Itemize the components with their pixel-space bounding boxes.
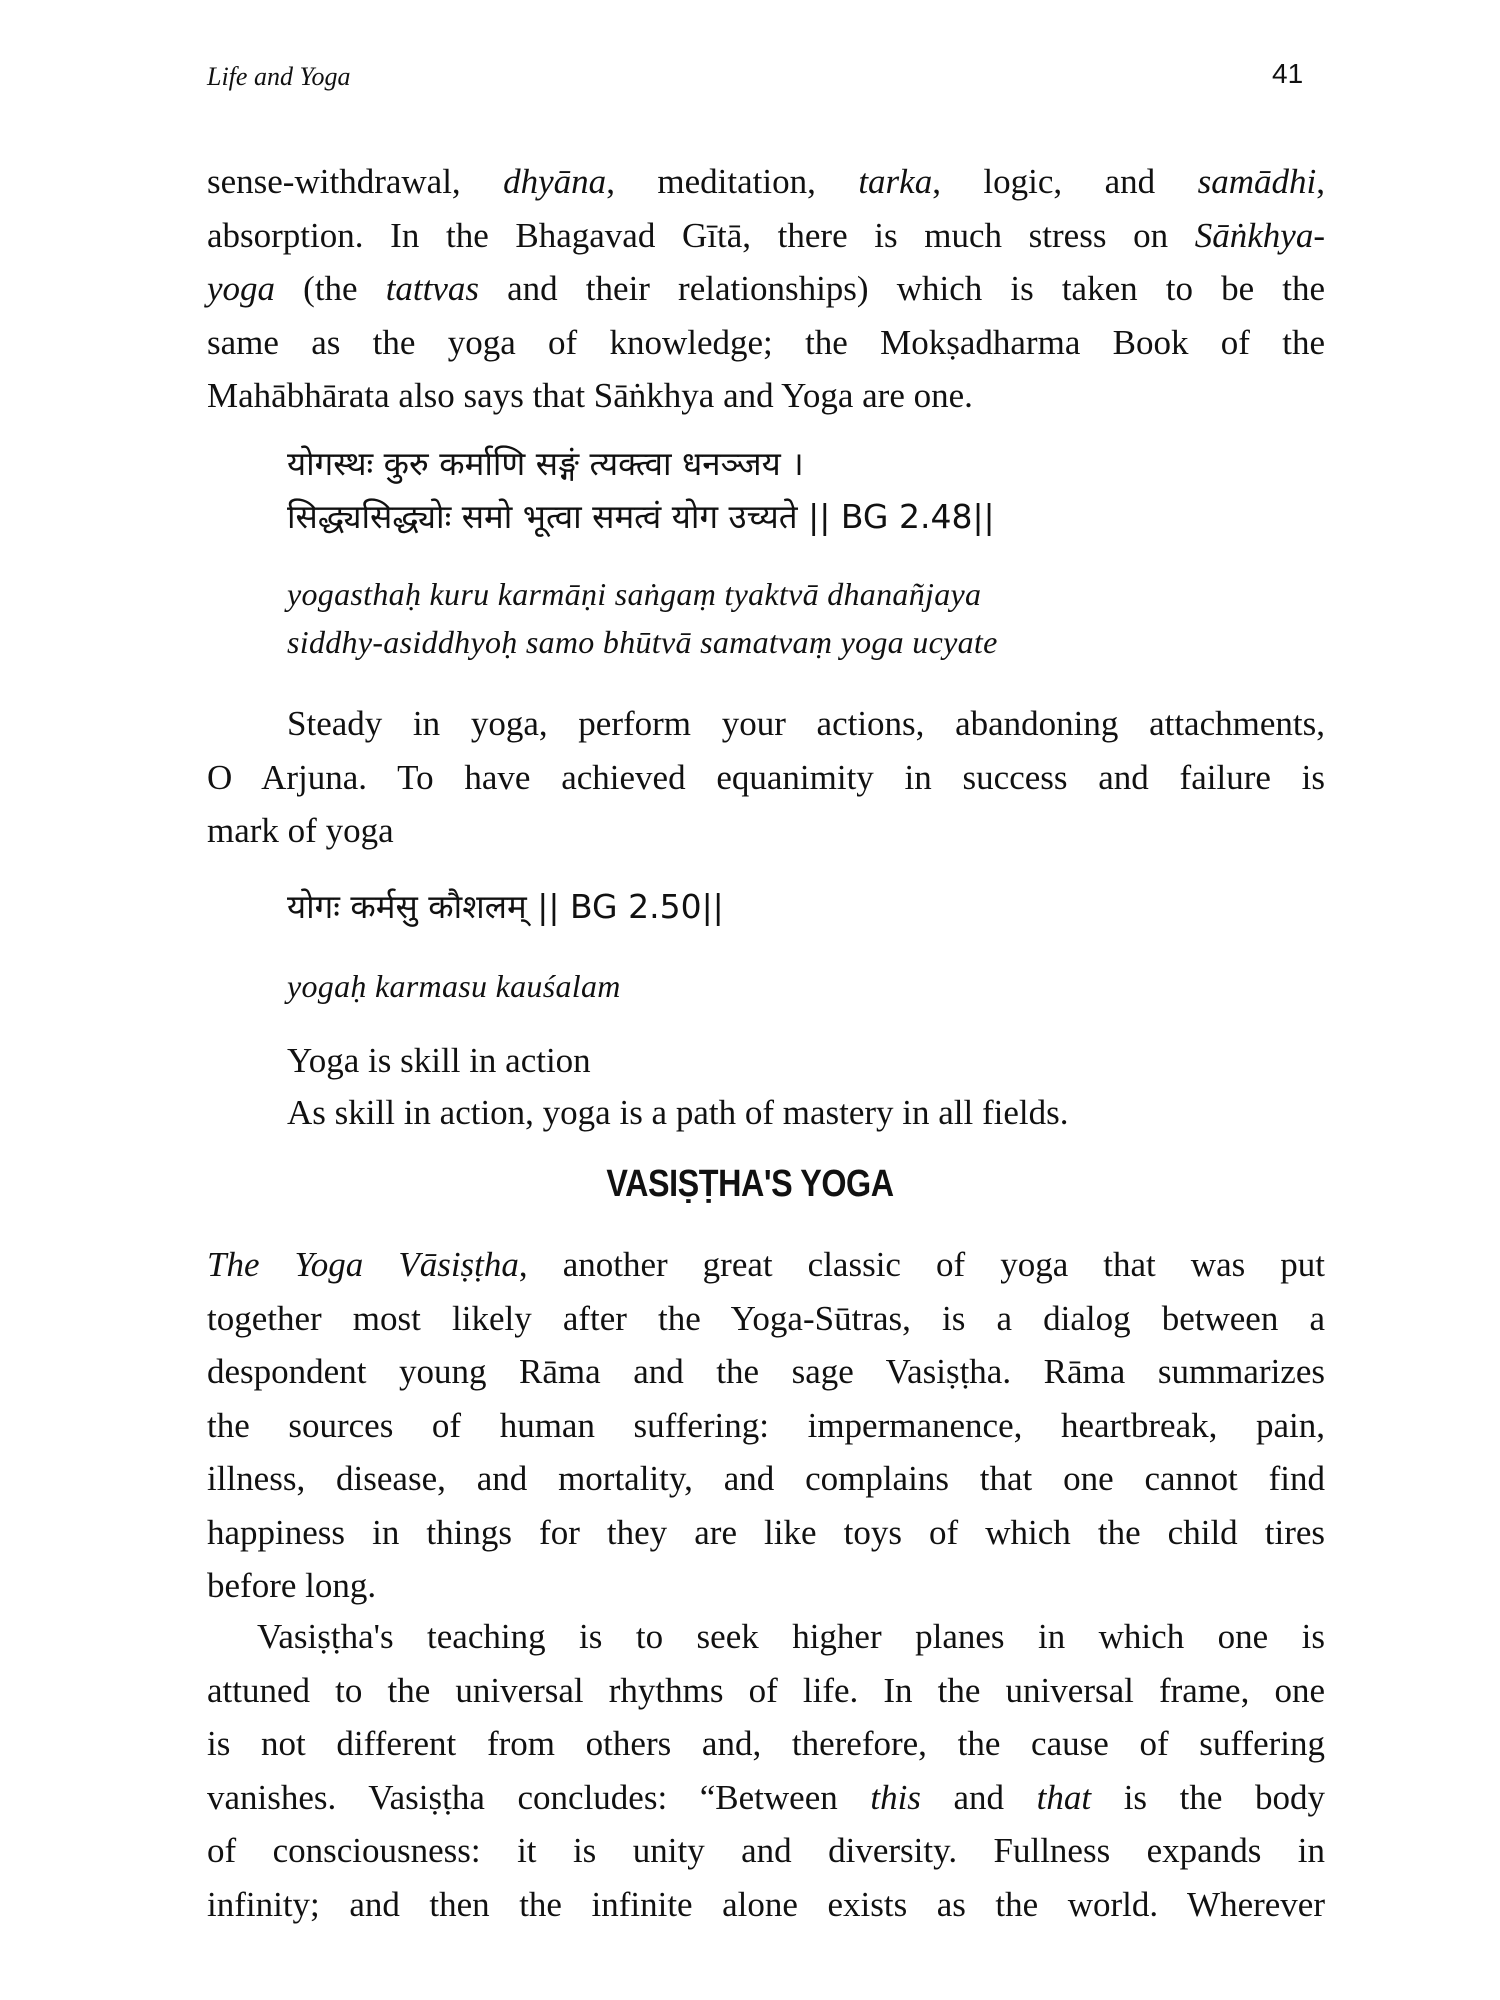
text-line: vanishes. Vasiṣṭha concludes: “Between this and that is the body: [207, 1777, 1325, 1817]
text-line: same as the yoga of knowledge; the Mokṣadharma Book of the: [207, 322, 1325, 362]
text-line: mark of yoga: [207, 811, 394, 850]
text-line: infinity; and then the infinite alone exists as the world. Wherever: [207, 1884, 1325, 1924]
text-line: despondent young Rāma and the sage Vasiṣṭha. Rāma summarizes: [207, 1352, 1325, 1391]
text-line: of consciousness: it is unity and diversity. Fullness expands in: [207, 1831, 1325, 1870]
verse-reference: || BG 2.48||: [797, 497, 995, 536]
text-line: attuned to the universal rhythms of life. In the universal frame, one: [207, 1670, 1325, 1710]
text-line: O Arjuna. To have achieved equanimity in success and failure is: [207, 757, 1325, 797]
paragraph-intro: [207, 155, 1325, 423]
verse-meaning: [287, 1035, 1069, 1139]
devanagari-line: सिद्ध्यसिद्ध्योः समो भूत्वा समत्वं योग उच्यते || BG 2.48||: [287, 497, 995, 536]
transliteration-bg-2-50: [287, 962, 621, 1010]
paragraph-translation: [207, 697, 1325, 858]
transliteration-line: yogaḥ karmasu kauśalam: [287, 968, 621, 1004]
meaning-line: Yoga is skill in action: [287, 1041, 591, 1080]
devanagari-line: योगः कर्मसु कौशलम् || BG 2.50||: [287, 887, 724, 926]
text-line: absorption. In the Bhagavad Gītā, there is much stress on Sāṅkhya-: [207, 215, 1325, 255]
sanskrit-verse-bg-2-48: [287, 437, 995, 543]
running-title: Life and Yoga: [207, 62, 351, 91]
transliteration-line: yogasthaḥ kuru karmāṇi saṅgaṃ tyaktvā dhanañjaya: [287, 576, 982, 612]
text-line: yoga (the tattvas and their relationships) which is taken to be the: [207, 269, 1325, 308]
paragraph-yoga-vasistha: [207, 1238, 1325, 1613]
verse-reference: || BG 2.50||: [526, 887, 724, 926]
text-line: before long.: [207, 1566, 377, 1605]
text-line: Mahābhārata also says that Sāṅkhya and Yoga are one.: [207, 376, 973, 415]
text-line: the sources of human suffering: impermanence, heartbreak, pain,: [207, 1405, 1325, 1445]
text-line: happiness in things for they are like toys of which the child tires: [207, 1512, 1325, 1552]
text-line: sense-withdrawal, dhyāna, meditation, tarka, logic, and samādhi,: [207, 162, 1325, 201]
text-line: is not different from others and, therefore, the cause of suffering: [207, 1724, 1325, 1763]
transliteration-bg-2-48: [287, 570, 998, 666]
devanagari-line: योगस्थः कुरु कर्माणि सङ्गं त्यक्त्वा धनञ्जय ।: [287, 444, 804, 483]
paragraph-vasistha-teaching: [207, 1610, 1325, 1931]
sanskrit-verse-bg-2-50: [287, 880, 724, 933]
text-line: Vasiṣṭha's teaching is to seek higher planes in which one is: [257, 1617, 1325, 1656]
text-line: illness, disease, and mortality, and complains that one cannot find: [207, 1459, 1325, 1498]
transliteration-line: siddhy-asiddhyoḥ samo bhūtvā samatvaṃ yoga ucyate: [287, 624, 998, 660]
text-line: The Yoga Vāsiṣṭha, another great classic of yoga that was put: [207, 1245, 1325, 1284]
section-heading: VASIṢṬHA'S YOGA: [606, 1163, 894, 1205]
meaning-line: As skill in action, yoga is a path of mastery in all fields.: [287, 1093, 1069, 1132]
page-number: 41: [1272, 58, 1304, 89]
text-line: together most likely after the Yoga-Sūtras, is a dialog between a: [207, 1298, 1325, 1338]
text-line: Steady in yoga, perform your actions, abandoning attachments,: [287, 704, 1325, 743]
